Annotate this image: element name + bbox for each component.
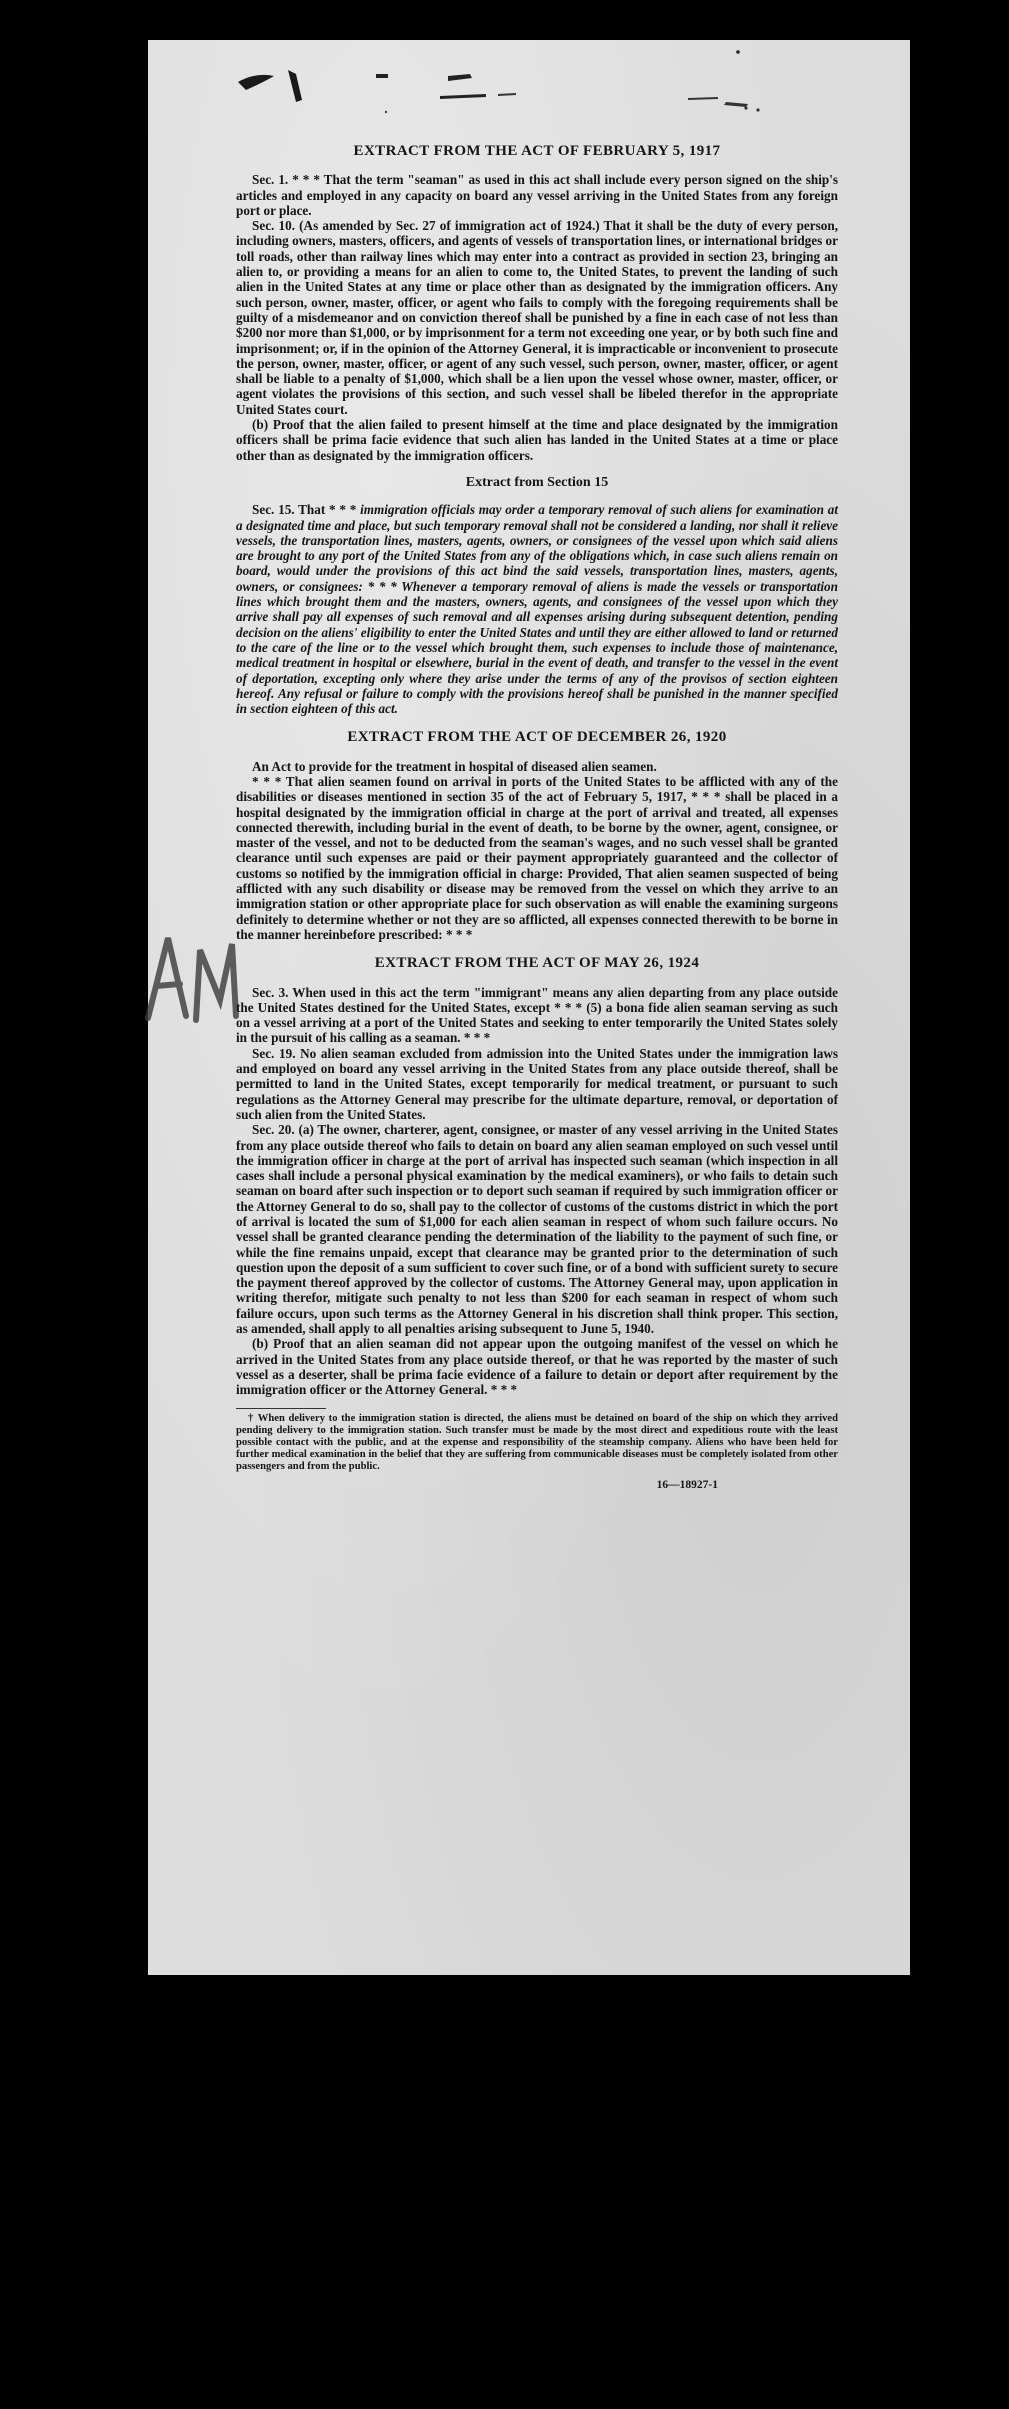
paragraph-sec-3: Sec. 3. When used in this act the term "immigrant" means any alien departing from any place outside the United States destined for the United States, except * * * (5) a bona fide alien seaman serving as such on a vessel arriving at a port of the United States and seeking to enter temporarily the United States solely in the pursuit of his calling as a seaman. * * * [236,984,838,1046]
heading-act-1924: EXTRACT FROM THE ACT OF MAY 26, 1924 [374,955,700,972]
paragraph-act-1920-title: An Act to provide for the treatment in hospital of diseased alien seamen. [252,758,657,774]
footnote: † When delivery to the immigration station is directed, the aliens must be detained on board of the ship on which they arrived pending delivery to the immigration station. Such transfer must be made by the most direct and expeditious route with the least possible contact with the public, and at the expense and responsibility of the steamship company. Aliens who have been held for further medical examination in the belief that they are suffering from communicable diseases must be completely isolated from other passengers and from the public. [236,1412,838,1473]
paragraph-sec-20a: Sec. 20. (a) The owner, charterer, agent, consignee, or master of any vessel arriving in the United States from any place outside thereof who fails to detain on board any alien seaman employed on such vessel until the immigration officer in charge at the port of arrival has inspected such seaman (which inspection in all cases shall include a personal physical examination by the medical examiners), or who fails to detain such seaman on board after such inspection or to deport such seaman if required by such immigration officer or the Attorney General to do so, shall pay to the collector of customs of the customs district in which the port of arrival is located the sum of $1,000 for each alien seaman in respect of whom such failure occurs. No vessel shall be granted clearance pending the determination of the liability to the payment of such fine, or while the fine remains unpaid, except that clearance may be granted prior to the determination of such question upon the deposit of a sum sufficient to cover such fine, or of a bond with sufficient surety to secure the payment thereof approved by the collector of customs. The Attorney General may, upon application in writing therefor, mitigate such penalty to not less than $200 for each seaman in respect of whom such failure occurs, upon such terms as the Attorney General in his discretion shall think proper. This section, as amended, shall apply to all penalties arising subsequent to June 5, 1940. [236,1122,838,1337]
footnote-divider [236,1408,326,1409]
heading-act-1917: EXTRACT FROM THE ACT OF FEBRUARY 5, 1917 [353,143,721,159]
sec-15-text: immigration officials may order a temporary removal of such aliens for examination at a designated time and place, but such temporary removal shall not be considered a landing, nor shall it relieve vessels, the transportation lines, masters, agents, owners, or consignees of the vessel upon which said aliens are brought to any port of the United States from any of the obligations which, in case such aliens remain on board, would under the provisions of this act bind the said vessels, transportation lines, masters, agents, owners, or consignees: * * * Whenever a temporary removal of aliens is made the vessels or transportation lines which brought them and the masters, owners, agents, and consignees of the vessel upon which they arrive shall pay all expenses of such removal and all expenses arising during subsequent detention, pending decision on the aliens' eligibility to enter the United States and until they are either allowed to land or returned to the care of the line or to the vessel which brought them, such expenses to include those of maintenance, medical treatment in hospital or elsewhere, burial in the event of death, and transfer to the vessel in the event of deportation, excepting only where they arise under the terms of any of the provisos of section eighteen hereof. Any refusal or failure to comply with the provisions hereof shall be punished in the manner specified in section eighteen of this act. [236,502,838,717]
paragraph-sec-10: Sec. 10. (As amended by Sec. 27 of immigration act of 1924.) That it shall be the duty of every person, including owners, masters, officers, and agents of vessels of transportation lines, or international bridges or toll roads, other than railway lines which may enter into a contract as provided in section 23, bringing an alien to, or providing a means for an alien to come to, the United States, to prevent the landing of such alien in the United States at any time or place other than as designated by the immigration officers. Any such person, owner, master, officer, or agent who fails to comply with the foregoing requirements shall be guilty of a misdemeanor and on conviction thereof shall be punished by a fine in each case of not less than $200 nor more than $1,000, or by imprisonment for a term not exceeding one year, or by both such fine and imprisonment; or, if in the opinion of the Attorney General, it is impracticable or inconvenient to prosecute the person, owner, master, officer, or agent of any such vessel, such person, owner, master, officer, or agent shall be liable to a penalty of $1,000, which shall be a lien upon the vessel whose owner, master, officer, or agent violates the provisions of this section, and such vessel shall be libeled therefor in the appropriate United States court. [236,218,838,417]
document-body [236,144,838,1493]
heading-act-1920: EXTRACT FROM THE ACT OF DECEMBER 26, 1920 [347,729,727,746]
document-page [148,40,910,1975]
paragraph-sec-20b: (b) Proof that an alien seaman did not appear upon the outgoing manifest of the vessel on which he arrived in the United States from any place outside thereof, or that he was reported by the master of such vessel as a deserter, shall be prima facie evidence of a failure to detain or deport after requirement by the immigration officer or the Attorney General. * * * [236,1336,838,1398]
paragraph-sec-15 [236,502,838,716]
heading-section-15: Extract from Section 15 [465,474,609,490]
paragraph-sec-19: Sec. 19. No alien seaman excluded from admission into the United States under the immigration laws and employed on board any vessel arriving in the United States from any place outside thereof, shall be permitted to land in the United States, except temporarily for medical treatment, or pursuant to such regulations as the Attorney General may prescribe for the ultimate departure, removal, or deportation of such alien from the United States. [236,1045,838,1122]
paragraph-sec-10b: (b) Proof that the alien failed to present himself at the time and place designated by the immigration officers shall be prima facie evidence that such alien has landed in the United States at a time or place other than as designated by the immigration officers. [236,417,838,463]
paragraph-sec-1: Sec. 1. * * * That the term "seaman" as used in this act shall include every person signed on the ship's articles and employed in any capacity on board any vessel arriving in the United States from any foreign port or place. [236,172,838,218]
paragraph-act-1920-body: * * * That alien seamen found on arrival in ports of the United States to be afflicted with any of the disabilities or diseases mentioned in section 35 of the act of February 5, 1917, * * * shall be placed in a hospital designated by the immigration official in charge at the port of arrival and treated, all expenses connected therewith, including burial in the event of death, to be borne by the owner, agent, consignee, or master of the vessel, and not to be deducted from the seaman's wages, and no such vessel shall be granted clearance until such expenses are paid or their payment appropriately guaranteed and the collector of customs so notified by the immigration official in charge: Provided, That alien seamen suspected of being afflicted with any such disability or disease may be removed from the vessel on which they arrive to an immigration station or other appropriate place for such observation as will enable the examining surgeons definitely to determine whether or not they are so afflicted, all expenses connected therewith to be borne in the manner hereinbefore prescribed: * * * [236,773,838,942]
sec-15-lead: Sec. 15. That * * * [252,502,361,518]
form-number: 16—18927-1 [656,1478,718,1491]
